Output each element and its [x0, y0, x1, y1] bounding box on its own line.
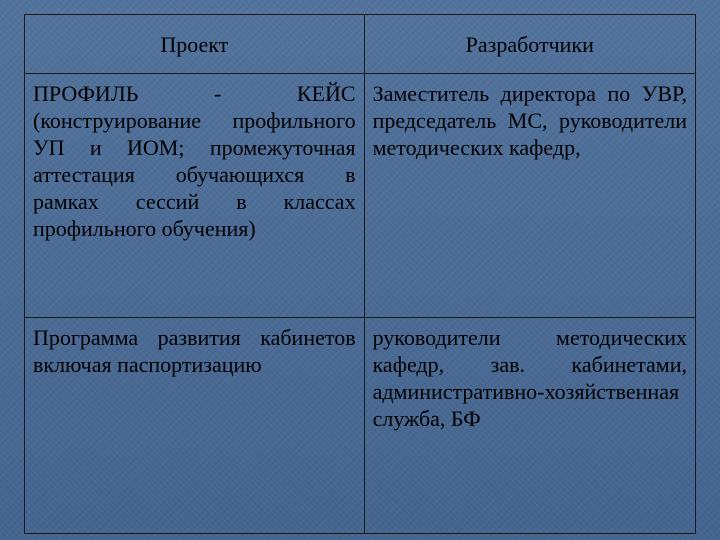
table-row — [25, 74, 696, 318]
projects-table — [24, 14, 696, 534]
developers-cell: Заместитель директора по УВР, председатель МС, руководители методических кафедр, — [364, 74, 695, 318]
project-cell: Программа развития кабинетов включая паспортизацию — [25, 318, 365, 534]
header-developers: Разработчики — [364, 15, 695, 74]
project-cell: ПРОФИЛЬ - КЕЙС (конструирование профильного УП и ИОМ; промежуточная аттестация обучающихся в рамках сессий в классах профильного обучения) — [25, 74, 365, 318]
header-project: Проект — [25, 15, 365, 74]
table-header-row — [25, 15, 696, 74]
developers-cell: руководители методических кафедр, зав. кабинетами, административно-хозяйственная служба, БФ — [364, 318, 695, 534]
table-row — [25, 318, 696, 534]
